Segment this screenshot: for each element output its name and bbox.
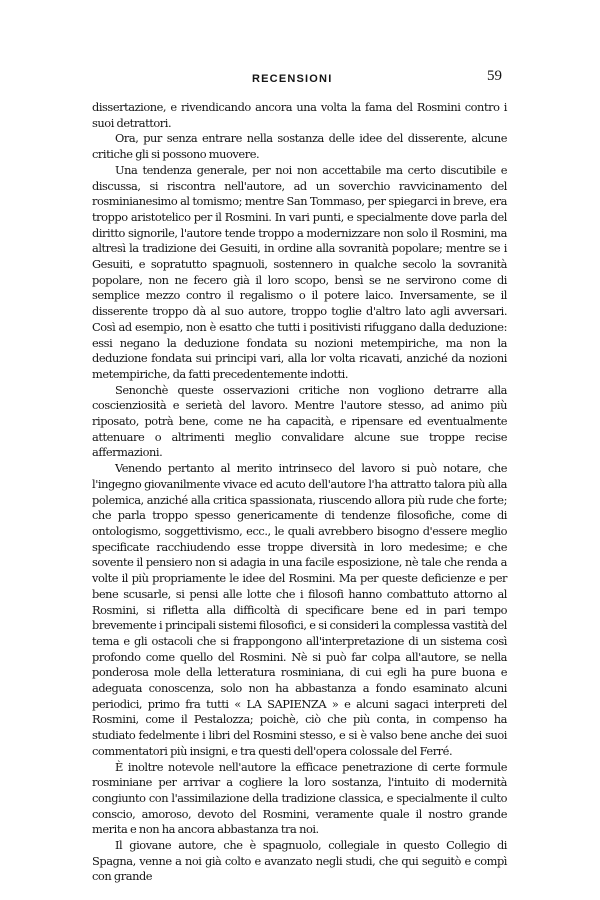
paragraph: Venendo pertanto al merito intrinseco del lavoro si può notare, che l'ingegno giovanilmente vivace ed acuto dell'autore l'ha attratto talora più alla polemica, anziché alla critica spassionata, riuscendo allora più rude che forte; che parla troppo spesso genericamente di tendenze filosofiche, come di ontologismo, soggettivismo, ecc., le quali avrebbero bisogno d'essere meglio specificate racchiudendo esse troppe diversità in loro medesime; e che sovente il pensiero non si adagia in una facile esposizione, nè tale che renda a volte il più propriamente le idee del Rosmini. Ma per queste deficienze e per bene scusarle, si pensi alle lotte che i filosofi hanno combattuto attorno al Rosmini, si rifletta alla difficoltà di specificare bene ed in pari tempo brevemente i principali sistemi filosofici, e si consideri la complessa vastità del tema e gli ostacoli che si frappongono all'interpretazione di un sistema così profondo come quello del Rosmini. Nè si può far colpa all'autore, se nella ponderosa mole della letteratura rosminiana, di cui egli ha pure buona e adeguata conoscenza, solo non ha abbastanza a fondo esaminato alcuni periodici, primo fra tutti « LA SAPIENZA » e alcuni sagaci interpreti del Rosmini, come il Pestalozza; poichè, ciò che più conta, in compenso ha studiato fedelmente i libri del Rosmini stesso, e si è valso bene anche dei suoi commentatori più insigni, e tra questi dell'opera colossale del Ferré. (92, 461, 507, 758)
paragraph: Senonchè queste osservazioni critiche non vogliono detrarre alla coscienziosità e serietà del lavoro. Mentre l'autore stesso, ad animo più riposato, potrà bene, come ne ha capacità, e ripensare ed eventualmente attenuare o altrimenti meglio convalidare alcune sue troppe recise affermazioni. (92, 382, 507, 460)
running-header (0, 68, 600, 88)
paragraph: dissertazione, e rivendicando ancora una volta la fama del Rosmini contro i suoi detrattori. (92, 100, 507, 130)
paragraph: Il giovane autore, che è spagnuolo, collegiale in questo Collegio di Spagna, venne a noi già colto e avanzato negli studi, che qui seguitò e compì con grande (92, 838, 507, 884)
running-title: RECENSIONI (252, 73, 333, 85)
review-body (92, 100, 507, 885)
page-number: 59 (487, 68, 502, 84)
paragraph: Una tendenza generale, per noi non accettabile ma certo discutibile e discussa, si riscontra nell'autore, ad un soverchio ravvicinamento del rosminianesimo al tomismo; mentre San Tommaso, per spiegarci in breve, era troppo aristotelico per il Rosmini. In vari punti, e specialmente dove parla del diritto signorile, l'autore tende troppo a modernizzare non solo il Rosmini, ma altresì la tradizione dei Gesuiti, in ordine alla sovranità popolare; mentre se i Gesuiti, e sopratutto spagnuoli, sostennero in qualche secolo la sovranità popolare, non ne fecero già il loro scopo, bensì se ne servirono come di semplice mezzo contro il regalismo o il potere laico. Inversamente, se il disserente troppo dà al suo autore, troppo toglie d'altro lato agli avversari. Così ad esempio, non è esatto che tutti i positivisti rifuggano dalla deduzione: essi negano la deduzione fondata su nozioni metempiriche, ma non la deduzione fondata sui principi vari, alla lor volta ricavati, anziché da nozioni metempiriche, da fatti precedentemente indotti. (92, 162, 507, 381)
paragraph: È inoltre notevole nell'autore la efficace penetrazione di certe formule rosminiane per arrivar a cogliere la loro sostanza, l'intuito di modernità congiunto con l'assimilazione della tradizione classica, e specialmente il culto conscio, amoroso, devoto del Rosmini, veramente quale il nostro grande merita e non ha ancora abbastanza tra noi. (92, 759, 507, 837)
paragraph: Ora, pur senza entrare nella sostanza delle idee del disserente, alcune critiche gli si possono muovere. (92, 131, 507, 162)
